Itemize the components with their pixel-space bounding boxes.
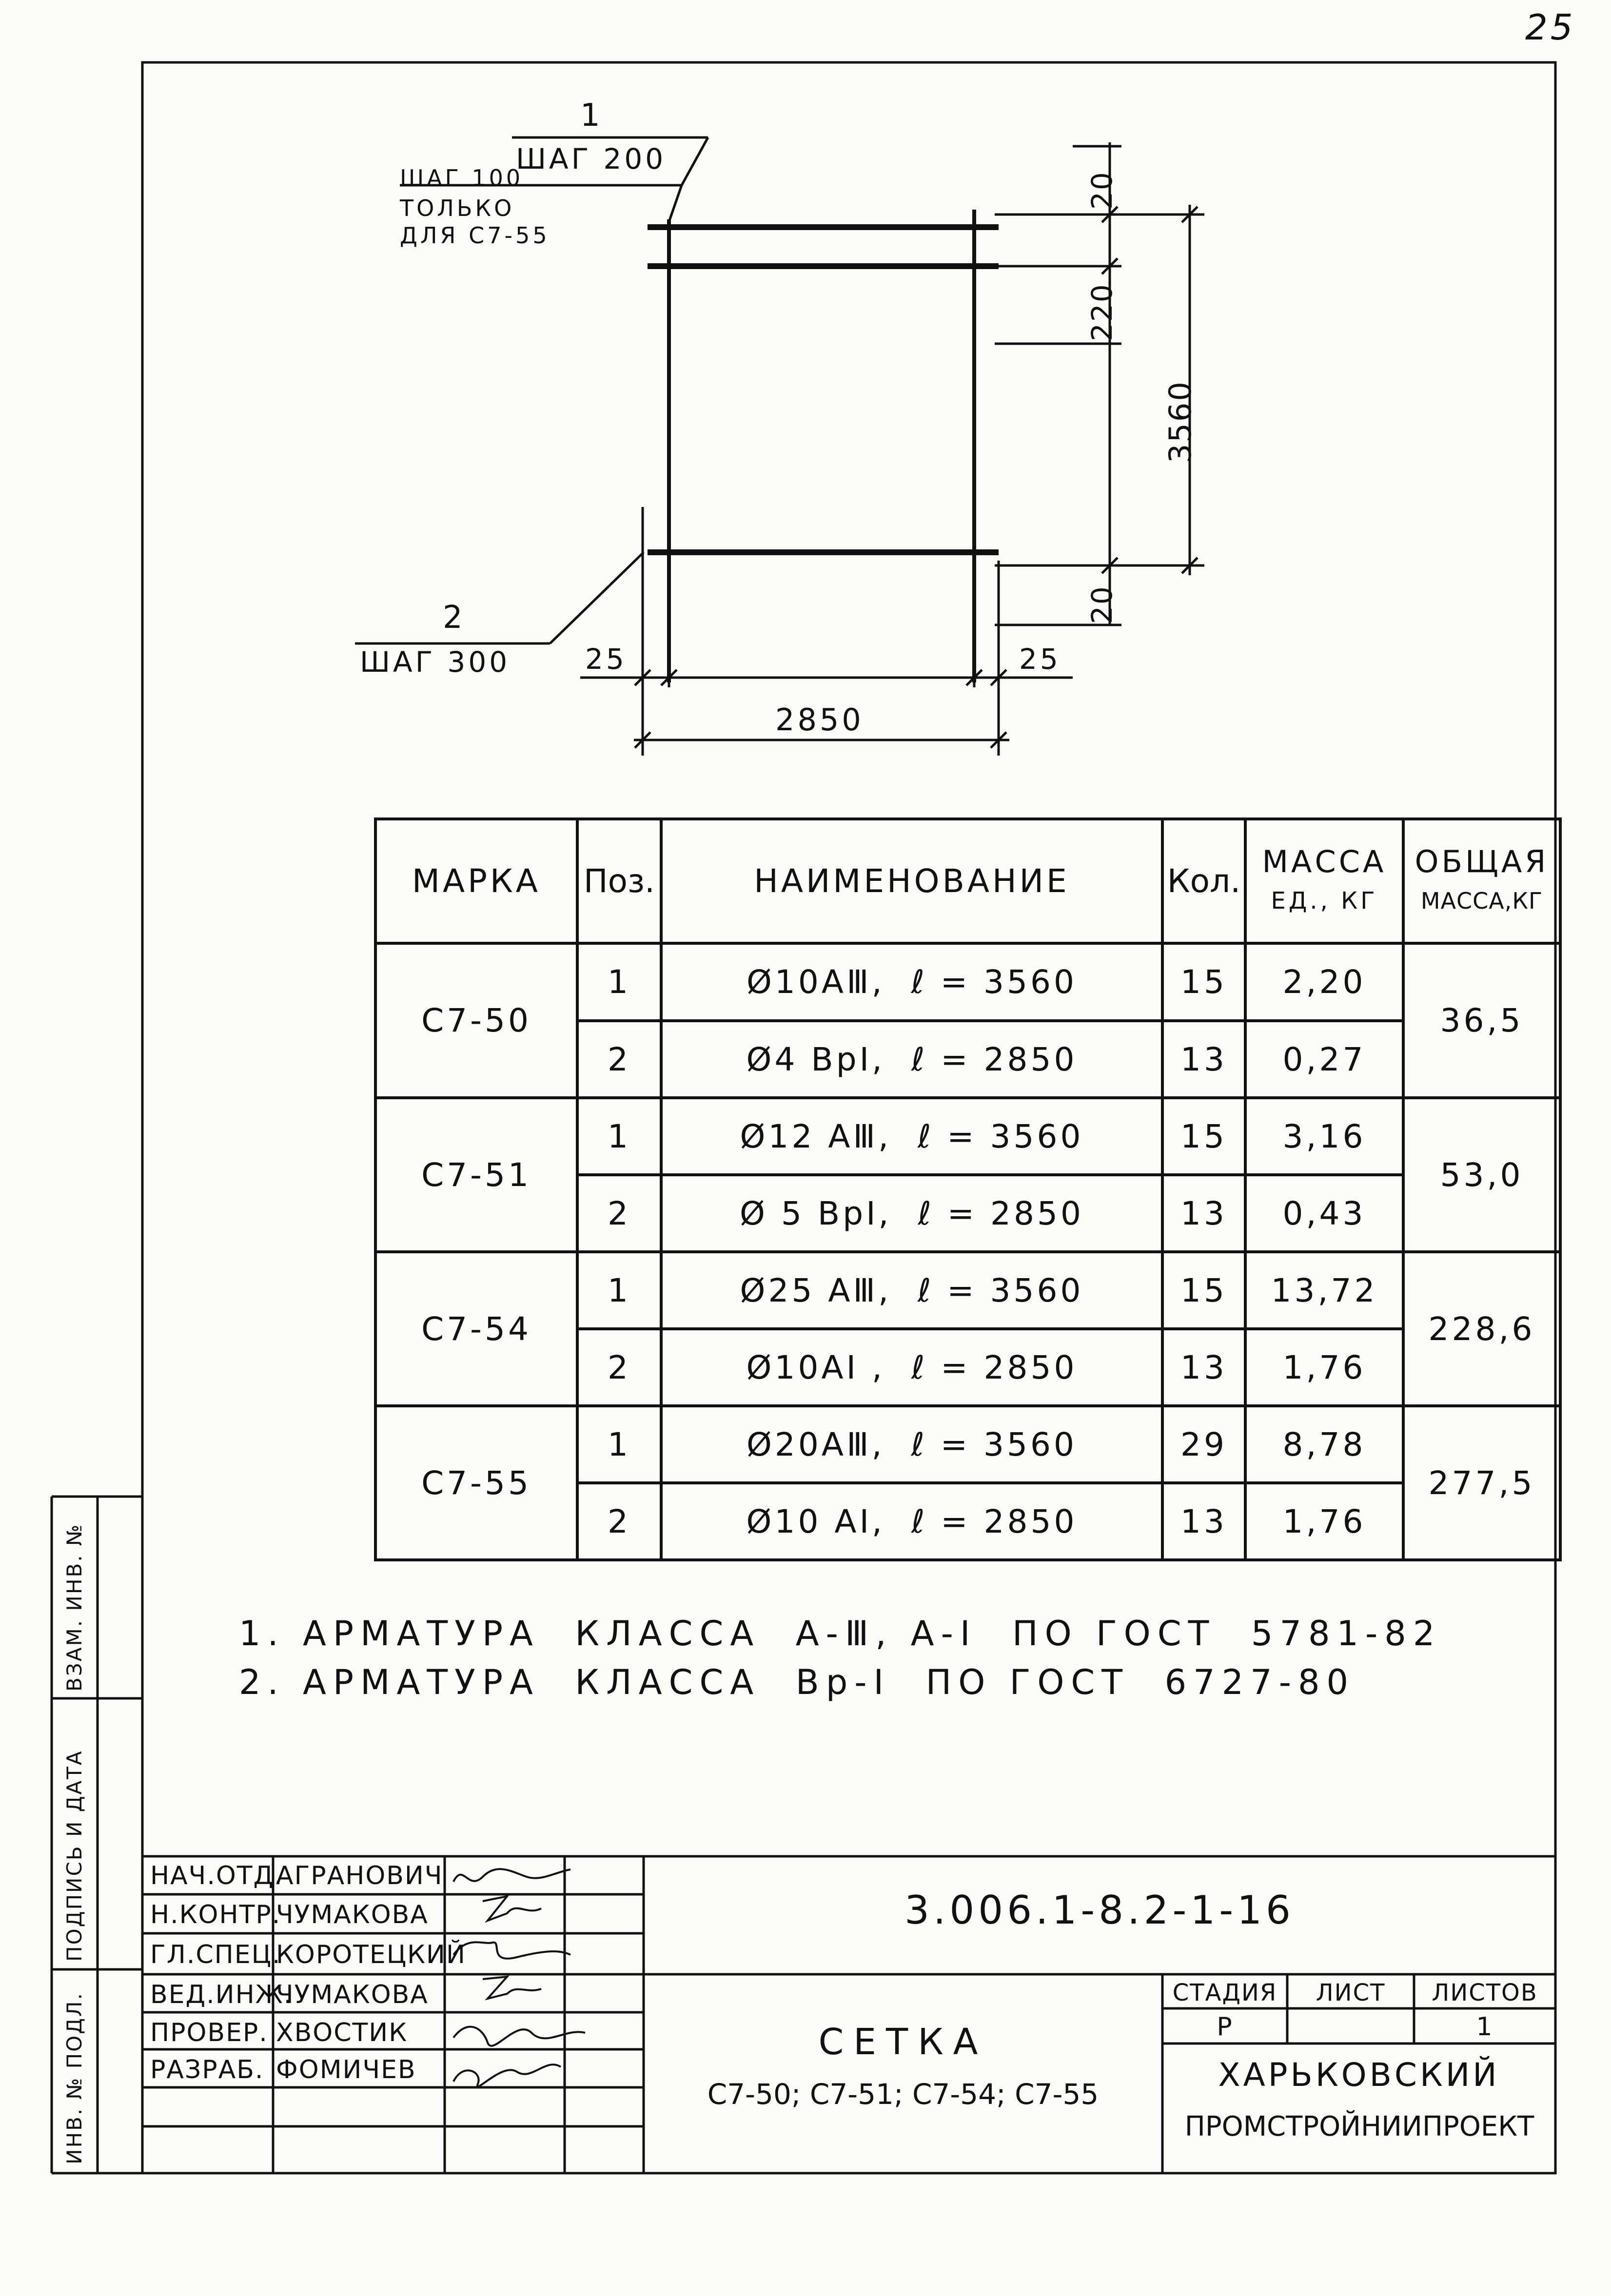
qty-cell: 13	[1180, 1348, 1227, 1386]
side-stamp-vzam-inv: ВЗАМ. ИНВ. №	[62, 1523, 86, 1692]
person-name: КОРОТЕЦКИЙ	[276, 1940, 466, 1969]
sheet-label: ЛИСТ	[1316, 1979, 1386, 2006]
person-name: ХВОСТИК	[276, 2018, 408, 2047]
total-mass-cell: 53,0	[1440, 1156, 1524, 1194]
role-label: ВЕД.ИНЖ.	[150, 1980, 293, 2009]
signature-6	[453, 2064, 561, 2086]
role-label: ПРОВЕР.	[150, 2018, 268, 2047]
qty-cell: 13	[1180, 1502, 1227, 1540]
dim-total-height: 3560	[1162, 380, 1198, 463]
unit-mass-cell: 13,72	[1271, 1271, 1378, 1309]
dim-width: 2850	[775, 702, 864, 738]
header-total-mass-line2: МАССА,КГ	[1420, 887, 1543, 914]
unit-mass-cell: 0,43	[1282, 1194, 1366, 1232]
total-mass-cell: 36,5	[1440, 1002, 1524, 1039]
pos1-step-label: ШАГ 200	[516, 142, 667, 175]
step100-label-line1: ШАГ 100	[400, 165, 524, 191]
unit-mass-cell: 1,76	[1282, 1502, 1366, 1540]
signature-4	[483, 1977, 541, 1999]
unit-mass-cell: 8,78	[1282, 1425, 1366, 1463]
name-cell: Ø12 АⅢ, ℓ = 3560	[740, 1117, 1084, 1155]
qty-cell: 15	[1180, 1117, 1227, 1155]
pos2-number: 2	[443, 600, 466, 636]
signature-3	[453, 1942, 570, 1959]
header-total-mass	[1403, 819, 1560, 943]
document-code: 3.006.1-8.2-1-16	[904, 1887, 1295, 1933]
header-unit-mass-line1: МАССА	[1262, 843, 1387, 879]
name-cell: Ø 5 ВрI, ℓ = 2850	[740, 1194, 1084, 1232]
name-cell: Ø25 АⅢ, ℓ = 3560	[740, 1271, 1084, 1309]
mark-cell: С7-51	[421, 1156, 531, 1194]
note-1: 1. АРМАТУРА КЛАССА А-Ⅲ, А-I ПО ГОСТ 5781-82	[239, 1614, 1442, 1654]
pos-cell: 1	[608, 1271, 631, 1309]
pos-cell: 2	[608, 1502, 631, 1540]
dim-bottom: 20	[1085, 585, 1119, 624]
header-unit-mass	[1245, 819, 1403, 943]
sheets-value: 1	[1476, 2012, 1493, 2042]
qty-cell: 13	[1180, 1040, 1227, 1078]
unit-mass-cell: 3,16	[1282, 1117, 1366, 1155]
qty-cell: 15	[1180, 1271, 1227, 1309]
pos-cell: 2	[608, 1040, 631, 1078]
unit-mass-cell: 0,27	[1282, 1040, 1366, 1078]
header-mark: МАРКА	[412, 862, 541, 900]
header-name: НАИМЕНОВАНИЕ	[754, 862, 1070, 900]
header-total-mass-line1: ОБЩАЯ	[1415, 843, 1549, 879]
person-name: ЧУМАКОВА	[276, 1980, 429, 2009]
side-stamp-inv-podl: ИНВ. № ПОДЛ.	[62, 1992, 86, 2164]
signature-1	[453, 1869, 570, 1882]
pos-cell: 2	[608, 1194, 631, 1232]
header-unit-mass-line2: ЕД., КГ	[1271, 887, 1378, 915]
dim-upper: 220	[1085, 283, 1119, 341]
name-cell: Ø10АI , ℓ = 2850	[746, 1348, 1078, 1386]
organization-line2: ПРОМСТРОЙНИИПРОЕКТ	[1184, 2111, 1534, 2142]
signature-2	[483, 1896, 541, 1921]
drawing-title: СЕТКА	[818, 2021, 988, 2063]
drawing-subtitle: С7-50; С7-51; С7-54; С7-55	[707, 2078, 1099, 2111]
sheets-label: ЛИСТОВ	[1432, 1979, 1538, 2006]
step100-label-line2: ТОЛЬКО	[400, 195, 515, 221]
step100-label-line3: ДЛЯ С7-55	[400, 222, 550, 249]
role-label: Н.КОНТР.	[150, 1900, 281, 1929]
qty-cell: 15	[1180, 963, 1227, 1001]
name-cell: Ø4 ВрI, ℓ = 2850	[746, 1040, 1078, 1078]
header-qty: Кол.	[1167, 862, 1241, 900]
pos-cell: 2	[608, 1348, 631, 1386]
person-name: АГРАНОВИЧ	[276, 1861, 443, 1890]
dim-right-offset: 25	[1019, 642, 1061, 676]
unit-mass-cell: 2,20	[1282, 963, 1366, 1001]
mark-cell: С7-50	[421, 1002, 531, 1039]
organization-line1: ХАРЬКОВСКИЙ	[1218, 2056, 1500, 2094]
qty-cell: 13	[1180, 1194, 1227, 1232]
pos1-number: 1	[580, 97, 603, 134]
name-cell: Ø20АⅢ, ℓ = 3560	[746, 1425, 1077, 1463]
pos-cell: 1	[608, 1117, 631, 1155]
dim-left-offset: 25	[585, 642, 627, 676]
total-mass-cell: 228,6	[1428, 1310, 1535, 1348]
stage-value: Р	[1217, 2012, 1233, 2042]
name-cell: Ø10АⅢ, ℓ = 3560	[746, 963, 1077, 1001]
unit-mass-cell: 1,76	[1282, 1348, 1366, 1386]
mark-cell: С7-55	[421, 1464, 531, 1502]
person-name: ЧУМАКОВА	[276, 1900, 429, 1929]
role-label: РАЗРАБ.	[150, 2055, 264, 2084]
pos-cell: 1	[608, 963, 631, 1001]
role-label: ГЛ.СПЕЦ.	[150, 1940, 281, 1969]
page-number: 25	[1525, 7, 1576, 48]
name-cell: Ø10 АI, ℓ = 2850	[746, 1502, 1078, 1540]
person-name: ФОМИЧЕВ	[276, 2055, 416, 2084]
total-mass-cell: 277,5	[1428, 1464, 1535, 1502]
side-stamp-sign-date: ПОДПИСЬ И ДАТА	[62, 1750, 86, 1962]
dim-top: 20	[1085, 171, 1119, 210]
pos2-step-label: ШАГ 300	[360, 645, 511, 679]
qty-cell: 29	[1180, 1425, 1227, 1463]
note-2: 2. АРМАТУРА КЛАССА Вр-I ПО ГОСТ 6727-80	[239, 1662, 1356, 1702]
header-pos: Поз.	[583, 862, 655, 900]
spec-table	[375, 819, 1560, 1560]
mark-cell: С7-54	[421, 1310, 531, 1348]
stage-label: СТАДИЯ	[1172, 1979, 1277, 2006]
pos-cell: 1	[608, 1425, 631, 1463]
role-label: НАЧ.ОТД.	[150, 1861, 283, 1890]
